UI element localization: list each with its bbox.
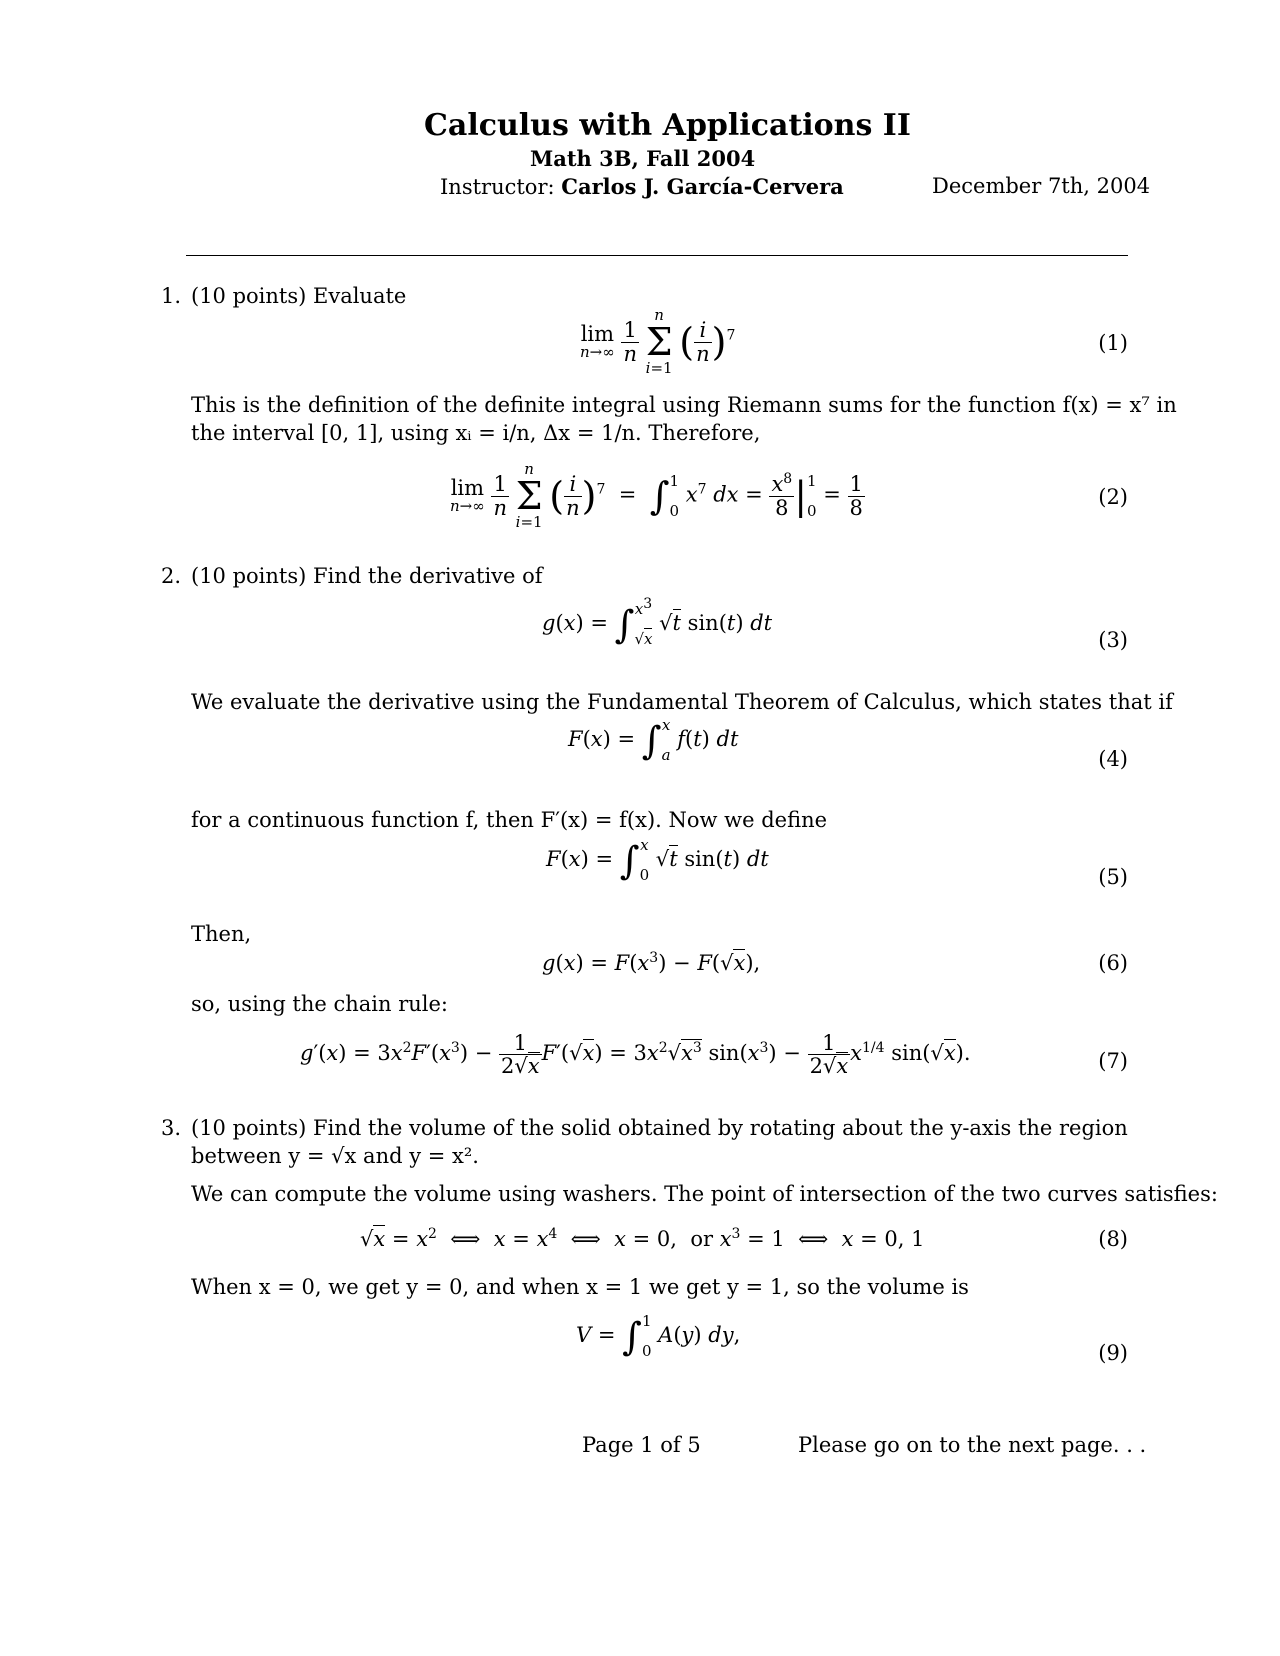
problem-2-statement: (10 points) Find the derivative of <box>191 564 543 588</box>
equation-number-5: (5) <box>1098 865 1128 889</box>
equation-2: lim n→∞ $\frac{1}{n}$ n Σ i=1 ( $\frac{i}{n}$ )$^7$ = ∫ 1 0 $x^7$ dx = $\frac{x^8}{8}$ | 1 0 = $\frac{1}{8}$ <box>450 460 863 531</box>
equation-number-7: (7) <box>1098 1049 1128 1073</box>
equation-3: g(x) = ∫ $x^3$ √x √t sin(t) dt <box>542 596 773 648</box>
equation-number-6: (6) <box>1098 951 1128 975</box>
equation-number-1: (1) <box>1098 331 1128 355</box>
equation-7: $g'(x) = 3x^2F'(x^3)$ − $\frac{1}{2√x}$ $F'(√x) = 3x^2√x^3$ $\sin(x^3)$ − $\frac{1}{2√x}$ $x^{1/4}$ sin(√x). <box>300 1031 971 1079</box>
instructor-name: Carlos J. García-Cervera <box>561 174 844 199</box>
problem-1-statement: (10 points) Evaluate <box>191 284 407 308</box>
problem-2-text-2: for a continuous function f, then F′(x) = f(x). Now we define <box>191 808 828 832</box>
problem-3-statement-1: (10 points) Find the volume of the solid obtained by rotating about the y-axis the region <box>191 1116 1128 1140</box>
problem-2-text-3: Then, <box>191 922 252 946</box>
equation-9: V = ∫ 1 0 A(y) dy, <box>576 1312 741 1360</box>
problem-1-number: 1. <box>161 284 182 308</box>
course-subtitle: Math 3B, Fall 2004 <box>530 146 756 171</box>
page-number: Page 1 of 5 <box>582 1433 701 1457</box>
equation-number-8: (8) <box>1098 1227 1128 1251</box>
equation-6: $g(x) = F(x^3) - F(√x)$, <box>542 950 761 975</box>
problem-2-number: 2. <box>161 564 182 588</box>
instructor-label: Instructor: <box>440 175 555 199</box>
problem-1-text-2: the interval [0, 1], using xᵢ = i/n, Δx = 1/n. Therefore, <box>191 421 761 445</box>
header-divider <box>186 255 1128 256</box>
equation-number-9: (9) <box>1098 1341 1128 1365</box>
problem-2-text-1: We evaluate the derivative using the Fundamental Theorem of Calculus, which states that if <box>191 690 1173 714</box>
equation-4: F(x) = ∫ x a f(t) dt <box>568 716 739 764</box>
problem-3-text-1: We can compute the volume using washers. The point of intersection of the two curves satisfies: <box>191 1182 1218 1206</box>
problem-3-statement-2: between y = √x and y = x². <box>191 1144 479 1168</box>
continue-note: Please go on to the next page. . . <box>798 1433 1147 1457</box>
equation-5: F(x) = ∫ x 0 √t sin(t) dt <box>546 836 769 884</box>
problem-3-text-2: When x = 0, we get y = 0, and when x = 1 we get y = 1, so the volume is <box>191 1275 969 1299</box>
equation-number-2: (2) <box>1098 485 1128 509</box>
problem-2-text-4: so, using the chain rule: <box>191 992 449 1016</box>
instructor-line <box>440 173 844 201</box>
problem-1-text-1: This is the definition of the definite integral using Riemann sums for the function f(x) = x⁷ in <box>191 393 1177 417</box>
equation-8: $√x = x^2$ ⟺ $x = x^4$ ⟺ x = 0, or $x^3 = 1$ ⟺ x = 0, 1 <box>360 1226 925 1251</box>
equation-number-4: (4) <box>1098 747 1128 771</box>
exam-date: December 7th, 2004 <box>932 174 1151 198</box>
problem-3-number: 3. <box>161 1116 182 1140</box>
document-title: Calculus with Applications II <box>424 108 911 143</box>
equation-1: lim n→∞ $\frac{1}{n}$ n Σ i=1 ( $\frac{i}{n}$ )$^7$ <box>580 306 736 377</box>
equation-number-3: (3) <box>1098 628 1128 652</box>
